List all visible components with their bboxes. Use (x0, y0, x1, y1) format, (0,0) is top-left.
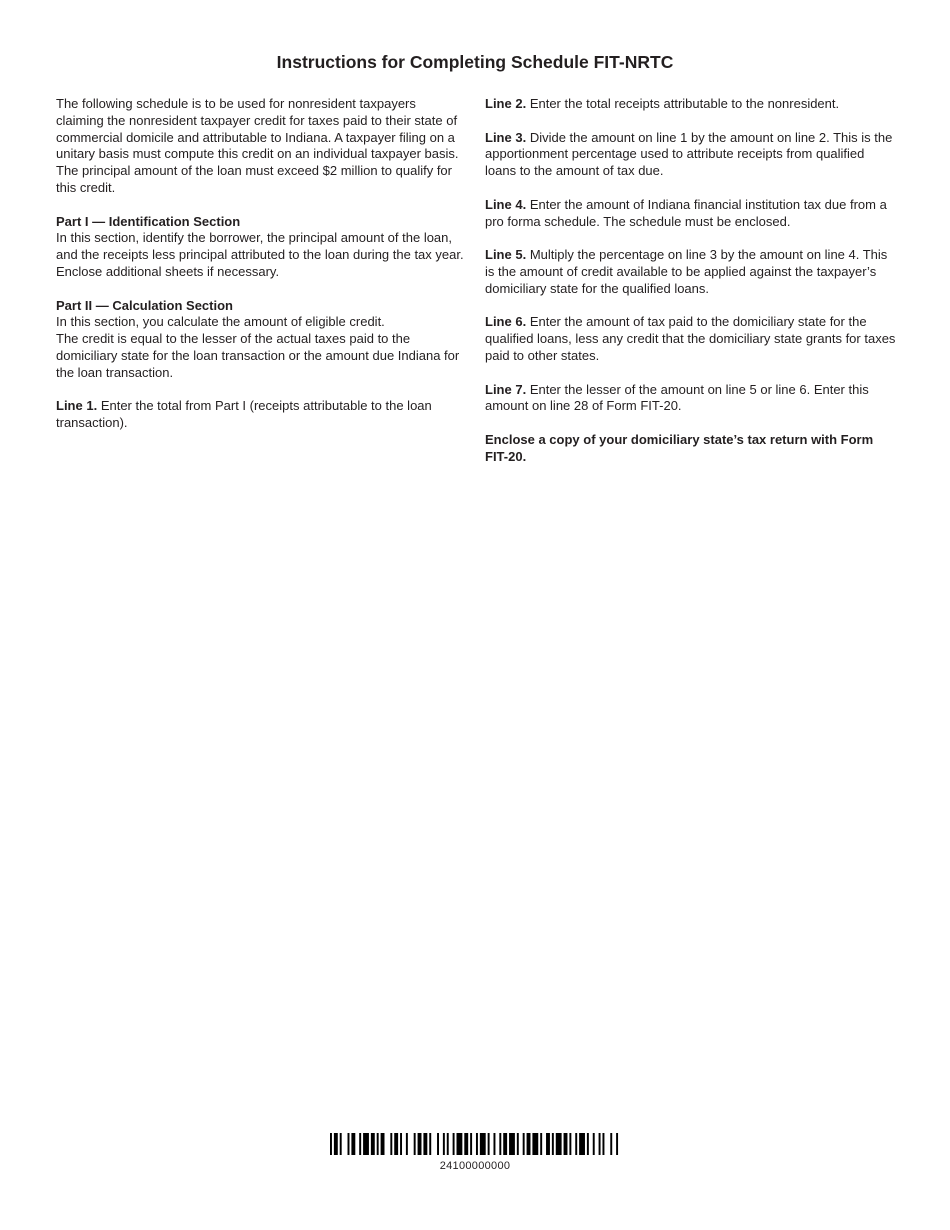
barcode-bar (330, 1133, 332, 1155)
barcode-bar (602, 1133, 604, 1155)
barcode-bar (587, 1133, 589, 1155)
part1-section (56, 214, 464, 281)
barcode-bar (579, 1133, 585, 1155)
barcode-bar (394, 1133, 398, 1155)
part1-text: In this section, identify the borrower, the principal amount of the loan, and the receipts less principal attributed to the loan during the tax year. Enclose additional sheets if necessary. (56, 230, 464, 279)
barcode-bar (443, 1133, 445, 1155)
barcode-bar (499, 1133, 501, 1155)
barcode-bar (575, 1133, 577, 1155)
barcode-bar (569, 1133, 571, 1155)
barcode-bar (599, 1133, 601, 1155)
barcode-bar (359, 1133, 361, 1155)
barcode-graphic (330, 1133, 620, 1155)
barcode-bar (488, 1133, 490, 1155)
line2-instruction (485, 96, 899, 113)
barcode-bar (334, 1133, 338, 1155)
line2-label: Line 2. (485, 96, 527, 111)
barcode-bar (503, 1133, 507, 1155)
barcode-bar (447, 1133, 449, 1155)
barcode-bar (423, 1133, 427, 1155)
barcode-bar (371, 1133, 375, 1155)
barcode-bar (377, 1133, 379, 1155)
line3-instruction (485, 130, 899, 180)
line1-label: Line 1. (56, 398, 98, 414)
barcode-bar (517, 1133, 519, 1155)
barcode-bar (400, 1133, 402, 1155)
enclose-note: Enclose a copy of your domiciliary state’s tax return with Form FIT-20. (485, 431, 874, 464)
barcode-bar (340, 1133, 342, 1155)
barcode-bar (363, 1133, 369, 1155)
barcode-bar (453, 1133, 455, 1155)
part2-section (56, 298, 464, 382)
barcode-bar (429, 1133, 431, 1155)
page-title: Instructions for Completing Schedule FIT-NRTC (276, 52, 674, 72)
barcode-bar (523, 1133, 525, 1155)
line7-label: Line 7. (485, 381, 527, 397)
barcode-bar (532, 1133, 538, 1155)
barcode-bar (564, 1133, 568, 1155)
barcode-bar (390, 1133, 392, 1155)
line1-text: Enter the total from Part I (receipts attributable to the loan transaction). (56, 398, 432, 431)
intro-paragraph: The following schedule is to be used for nonresident taxpayers claiming the nonresident taxpayer credit for taxes paid to their state of commercial domicile and attributable to Indiana. A taxpayer filing on a unitary basis must compute this credit on an individual taxpayer basis. The principal amount of the loan must exceed $2 million to qualify for this credit. (56, 96, 459, 195)
barcode-bar (457, 1133, 463, 1155)
line5-label: Line 5. (485, 247, 527, 263)
right-column (485, 96, 899, 482)
barcode-bar (418, 1133, 422, 1155)
part2-text-intro: In this section, you calculate the amount of eligible credit. (56, 314, 385, 330)
line5-instruction (485, 247, 899, 297)
barcode-bar (348, 1133, 350, 1155)
barcode-bar (527, 1133, 531, 1155)
barcode-bar (464, 1133, 468, 1155)
left-column (56, 96, 464, 449)
barcode-bar (546, 1133, 550, 1155)
barcode-number: 24100000000 (439, 1160, 511, 1172)
barcode-bar (556, 1133, 562, 1155)
line4-label: Line 4. (485, 196, 527, 212)
barcode-bar (593, 1133, 595, 1155)
line4-instruction (485, 197, 899, 231)
barcode-bar (509, 1133, 515, 1155)
barcode-bar (406, 1133, 408, 1155)
line7-instruction (485, 382, 899, 416)
part2-heading: Part II — Calculation Section (56, 297, 233, 313)
barcode-bar (480, 1133, 486, 1155)
line4-text: Enter the amount of Indiana financial institution tax due from a pro forma schedule. The schedule must be enclosed. (485, 196, 887, 229)
part1-heading: Part I — Identification Section (56, 213, 241, 229)
line7-text: Enter the lesser of the amount on line 5 or line 6. Enter this amount on line 28 of Form FIT-20. (485, 381, 869, 414)
part2-text-credit: The credit is equal to the lesser of the actual taxes paid to the domiciliary state for the loan transaction or the amount due Indiana for the loan transaction. (56, 331, 460, 380)
line6-text: Enter the amount of tax paid to the domiciliary state for the qualified loans, less any credit that the domiciliary state grants for taxes paid to other states. (485, 314, 896, 363)
line5-text: Multiply the percentage on line 3 by the amount on line 4. This is the amount of credit available to be applied against the taxpayer’s domiciliary state for the qualified loans. (485, 247, 888, 296)
barcode-block (330, 1133, 620, 1172)
barcode-bar (470, 1133, 472, 1155)
barcode-bar (616, 1133, 618, 1155)
line6-label: Line 6. (485, 314, 527, 330)
barcode-bar (476, 1133, 478, 1155)
line2-text: Enter the total receipts attributable to the nonresident. (529, 96, 840, 111)
line3-text: Divide the amount on line 1 by the amount on line 2. This is the apportionment percentage used to attribute receipts from qualified loans to the amount of tax due. (485, 129, 893, 179)
line6-instruction (485, 314, 899, 364)
barcode-bar (414, 1133, 416, 1155)
barcode-bar (381, 1133, 385, 1155)
line1-instruction (56, 398, 464, 432)
barcode-bar (552, 1133, 554, 1155)
barcode-bar (351, 1133, 355, 1155)
barcode-bar (493, 1133, 495, 1155)
barcode-bar (540, 1133, 542, 1155)
line3-label: Line 3. (485, 129, 527, 145)
barcode-bar (610, 1133, 612, 1155)
barcode-bar (437, 1133, 439, 1155)
